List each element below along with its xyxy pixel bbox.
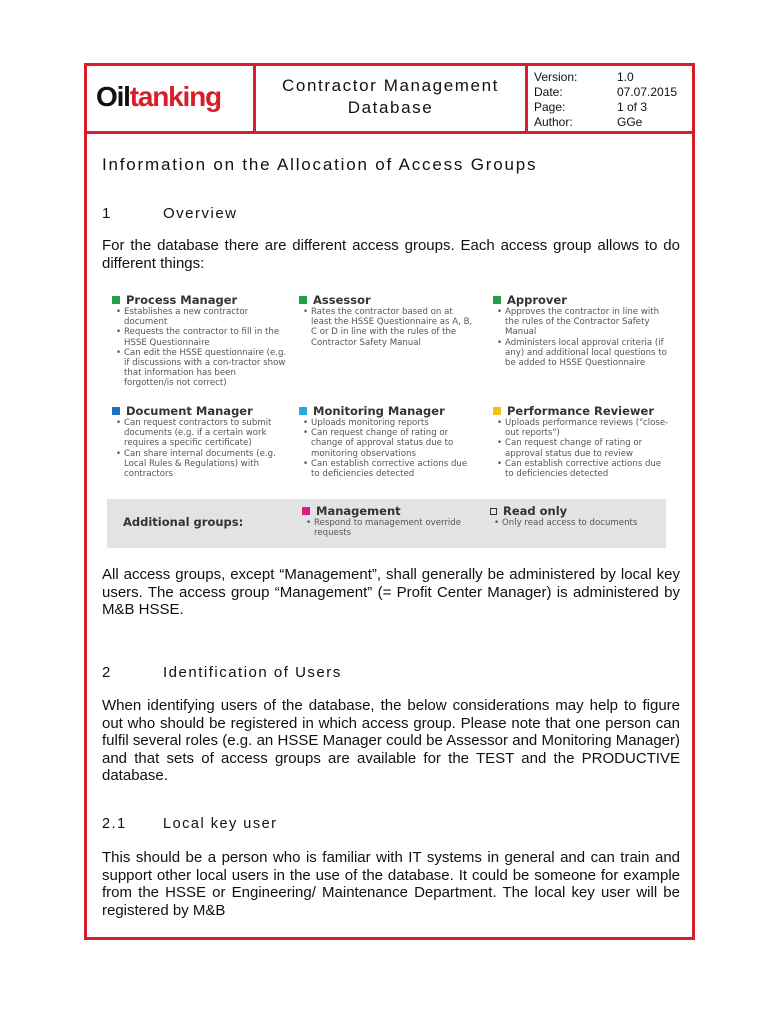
- header-title-line-1: Contractor Management: [282, 76, 499, 95]
- blue-square-icon: [112, 407, 120, 415]
- green-square-icon: [493, 296, 501, 304]
- yellow-square-icon: [493, 407, 501, 415]
- document-meta-cell: Version: 1.0 Date: 07.07.2015 Page: 1 of 3 Author: GGe: [528, 63, 695, 134]
- group-management: Management • Respond to management override requests: [302, 504, 478, 538]
- document-header: [84, 63, 699, 134]
- section-2-1-title: Local key user: [163, 816, 278, 832]
- group-approver: Approver • Approves the contractor in line with the rules of the Contractor Safety Manual • Administers local approval criteria (if any) and additional local questions to be added to HSSE Questionnaire: [493, 293, 669, 368]
- logo-cell: [84, 63, 256, 134]
- section-2-number: 2: [102, 664, 112, 681]
- section-2-1-text: This should be a person who is familiar with IT systems in general and can train and support other local users in the use of the database. It could be someone for example from the HSSE or Engineering/ Maintenance Department. The local key user will be registered by M&B: [102, 849, 680, 919]
- section-1-title: Overview: [163, 205, 238, 222]
- section-2-text: When identifying users of the database, the below considerations may help to figure out who should be registered in which access group. Please note that one person can fulfil several roles (e.g. an HSSE Manager could be Assessor and Monitoring Manager) and that sets of access groups are available for the TEST and the PRODUCTIVE database.: [102, 697, 680, 784]
- section-1-administration-text: All access groups, except “Management”, shall generally be administered by local key users. The access group “Management” (= Profit Center Manager) is administered by M&B HSSE.: [102, 566, 680, 618]
- group-assessor: Assessor • Rates the contractor based on at least the HSSE Questionnaire as A, B, C or D in line with the rules of the Contractor Safety Manual: [299, 293, 475, 348]
- group-process-manager: Process Manager • Establishes a new contractor document • Requests the contractor to fill in the HSSE Questionnaire • Can edit the HSSE questionnaire (e.g. if discussions with a con-tractor show that information has been forgotten/is not correct): [112, 293, 288, 389]
- section-1-intro: For the database there are different access groups. Each access group allows to do different things:: [102, 237, 680, 272]
- document-title-cell: [256, 63, 528, 134]
- header-title-line-2: Database: [347, 98, 434, 117]
- group-monitoring-manager: Monitoring Manager • Uploads monitoring reports • Can request change of rating or change of approval status due to monitoring observations • Can establish corrective actions due to deficiencies detected: [299, 404, 475, 479]
- light-blue-square-icon: [299, 407, 307, 415]
- section-2-1-number: 2.1: [102, 816, 127, 832]
- additional-groups-label: Additional groups:: [123, 515, 244, 529]
- green-square-icon: [112, 296, 120, 304]
- group-read-only: Read only • Only read access to documents: [490, 504, 666, 528]
- additional-groups-bar: [107, 499, 666, 548]
- group-performance-reviewer: Performance Reviewer • Uploads performance reviews ("close-out reports") • Can request change of rating or approval status due to review • Can establish corrective actions due to deficiencies detected: [493, 404, 669, 479]
- magenta-square-icon: [302, 507, 310, 515]
- access-groups-figure: [107, 290, 669, 548]
- oiltanking-logo: Oiltanking: [96, 81, 221, 112]
- empty-square-icon: [490, 508, 497, 515]
- green-square-icon: [299, 296, 307, 304]
- document-title: Information on the Allocation of Access Groups: [102, 155, 538, 174]
- group-document-manager: Document Manager • Can request contractors to submit documents (e.g. if a certain work requires a specific certificate) • Can share internal documents (e.g. Local Rules & Regulations) with contractors: [112, 404, 288, 479]
- section-2-title: Identification of Users: [163, 664, 342, 681]
- section-1-number: 1: [102, 205, 112, 222]
